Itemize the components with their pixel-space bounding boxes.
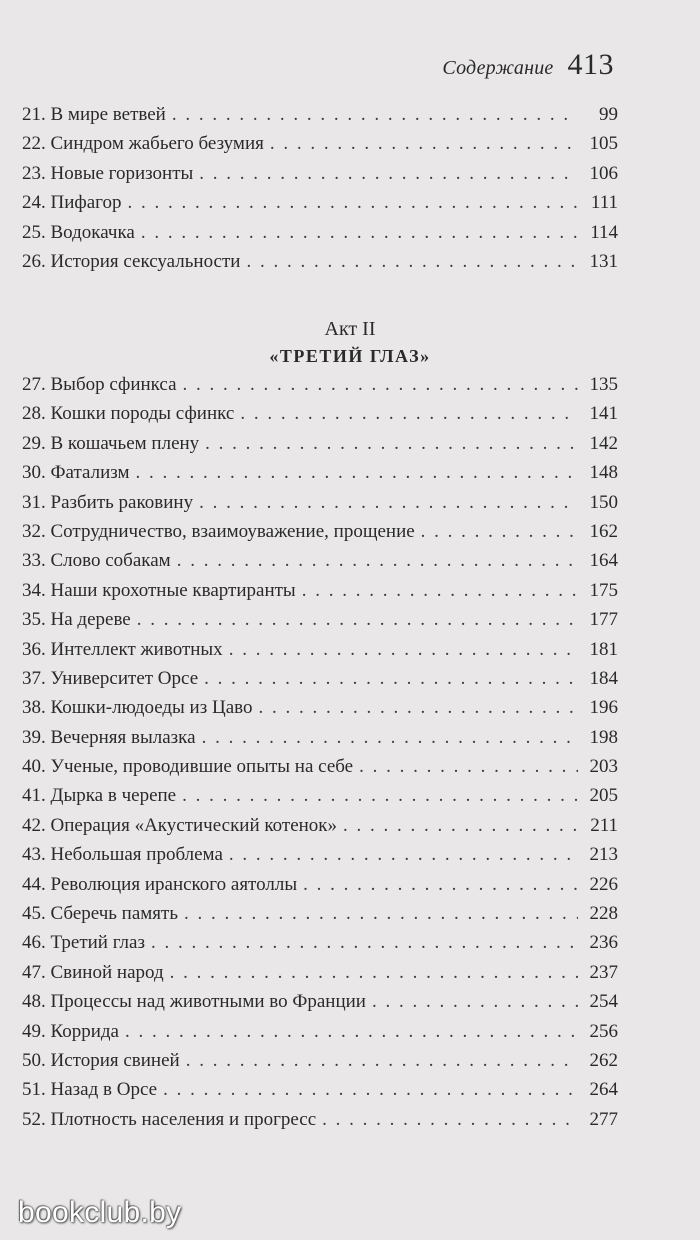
toc-entry-page: 184: [589, 667, 618, 689]
toc-entry: [22, 815, 618, 844]
toc-entry-page: 254: [589, 991, 618, 1013]
toc-entry-title: 49. Коррида: [22, 1020, 119, 1042]
toc-entry: [22, 874, 618, 903]
toc-entry-title: 46. Третий глаз: [22, 932, 145, 954]
toc-entry: [22, 163, 618, 192]
toc-entry-title: 30. Фатализм: [22, 462, 130, 484]
toc-list-part1: [22, 104, 618, 280]
dot-leader: [270, 133, 578, 155]
toc-entry-page: 162: [589, 520, 618, 542]
dot-leader: [302, 580, 578, 602]
dot-leader: [205, 433, 578, 455]
running-head: [442, 48, 614, 82]
toc-entry-title: 45. Сберечь память: [22, 903, 179, 925]
toc-entry-title: 48. Процессы над животными во Франции: [22, 991, 366, 1013]
toc-entry-page: 256: [589, 1020, 618, 1042]
toc-entry: [22, 668, 618, 697]
dot-leader: [322, 1109, 578, 1131]
dot-leader: [229, 639, 578, 661]
toc-entry: [22, 1021, 618, 1050]
toc-entry-title: 32. Сотрудничество, взаимоуважение, прощение: [22, 520, 415, 542]
toc-entry: [22, 639, 618, 668]
toc-entry-title: 38. Кошки-людоеды из Цаво: [22, 697, 253, 719]
toc-entry-page: 262: [589, 1049, 618, 1071]
toc-entry-page: 111: [590, 192, 618, 214]
dot-leader: [202, 727, 578, 749]
toc-entry-title: 31. Разбить раковину: [22, 491, 194, 513]
toc-entry-page: 226: [589, 873, 618, 895]
act-number: Акт II: [324, 318, 376, 340]
toc-entry-page: 198: [589, 726, 618, 748]
toc-entry-page: 150: [589, 491, 618, 513]
toc-entry-page: 99: [599, 104, 618, 125]
toc-entry-page: 131: [589, 250, 618, 272]
toc-entry-title: 37. Университет Орсе: [22, 667, 199, 689]
toc-entry-page: 164: [589, 550, 618, 572]
toc-entry-page: 236: [589, 932, 618, 954]
toc-entry-page: 196: [589, 697, 618, 719]
toc-entry-page: 228: [589, 903, 618, 925]
toc-entry: [22, 104, 618, 133]
toc-entry-title: 24. Пифагор: [22, 192, 122, 214]
toc-list-part2: [22, 374, 618, 1138]
dot-leader: [421, 521, 578, 543]
watermark-logo: bookclub.by: [18, 1196, 182, 1229]
toc-entry-title: 21. В мире ветвей: [22, 104, 166, 125]
dot-leader: [372, 991, 578, 1013]
toc-entry-page: 237: [589, 961, 618, 983]
toc-entry-page: 141: [589, 403, 618, 425]
toc-entry: [22, 844, 618, 873]
toc-entry-title: 43. Небольшая проблема: [22, 844, 223, 866]
toc-entry-page: 142: [589, 432, 618, 454]
dot-leader: [127, 192, 578, 214]
dot-leader: [177, 550, 578, 572]
dot-leader: [359, 756, 578, 778]
dot-leader: [184, 903, 578, 925]
toc-entry: [22, 403, 618, 432]
page-number: 413: [567, 48, 614, 81]
toc-entry-title: 33. Слово собакам: [22, 550, 171, 572]
toc-entry-page: 211: [590, 814, 618, 836]
dot-leader: [343, 815, 578, 837]
toc-entry-title: 29. В кошачьем плену: [22, 432, 200, 454]
dot-leader: [141, 222, 578, 244]
toc-entry-title: 51. Назад в Орсе: [22, 1079, 158, 1101]
dot-leader: [240, 403, 578, 425]
toc-entry: [22, 580, 618, 609]
toc-entry-page: 175: [589, 579, 618, 601]
act-title: «ТРЕТИЙ ГЛАЗ»: [269, 346, 431, 366]
running-title: Содержание: [442, 57, 554, 79]
toc-entry-title: 52. Плотность населения и прогресс: [22, 1108, 317, 1130]
toc-entry-title: 47. Свиной народ: [22, 961, 164, 983]
toc-entry-page: 181: [589, 638, 618, 660]
toc-entry: [22, 492, 618, 521]
dot-leader: [186, 1050, 578, 1072]
toc-entry-title: 39. Вечерняя вылазка: [22, 726, 196, 748]
toc-entry-page: 264: [589, 1079, 618, 1101]
dot-leader: [229, 844, 578, 866]
toc-entry: [22, 1050, 618, 1079]
dot-leader: [170, 962, 578, 984]
toc-entry: [22, 192, 618, 221]
toc-entry-page: 148: [589, 462, 618, 484]
dot-leader: [182, 785, 578, 807]
toc-entry-title: 50. История свиней: [22, 1049, 180, 1071]
toc-entry-title: 25. Водокачка: [22, 221, 135, 243]
toc-entry-page: 106: [589, 162, 618, 184]
toc-entry-page: 205: [589, 785, 618, 807]
toc-entry-title: 35. На дереве: [22, 609, 131, 631]
toc-entry: [22, 697, 618, 726]
dot-leader: [125, 1021, 578, 1043]
dot-leader: [199, 492, 578, 514]
dot-leader: [199, 163, 578, 185]
toc-entry: [22, 133, 618, 162]
toc-entry-page: 105: [589, 133, 618, 155]
toc-entry: [22, 727, 618, 756]
toc-entry-title: 22. Синдром жабьего безумия: [22, 133, 264, 155]
dot-leader: [136, 462, 579, 484]
dot-leader: [137, 609, 578, 631]
dot-leader: [163, 1079, 578, 1101]
toc-entry-page: 277: [589, 1108, 618, 1130]
dot-leader: [172, 104, 578, 126]
toc-entry: [22, 932, 618, 961]
toc-entry: [22, 1079, 618, 1108]
dot-leader: [303, 874, 578, 896]
toc-entry: [22, 609, 618, 638]
toc-entry: [22, 962, 618, 991]
toc-entry: [22, 550, 618, 579]
toc-entry: [22, 433, 618, 462]
toc-entry: [22, 462, 618, 491]
toc-entry: [22, 785, 618, 814]
toc-entry-title: 28. Кошки породы сфинкс: [22, 403, 235, 425]
toc-entry: [22, 1109, 618, 1138]
toc-entry: [22, 991, 618, 1020]
dot-leader: [258, 697, 578, 719]
toc-entry: [22, 251, 618, 280]
toc-entry-title: 27. Выбор сфинкса: [22, 374, 177, 395]
toc-entry-title: 36. Интеллект животных: [22, 638, 223, 660]
toc-entry-title: 41. Дырка в черепе: [22, 785, 177, 807]
toc-entry-page: 177: [589, 609, 618, 631]
dot-leader: [183, 374, 578, 396]
toc-entry-title: 42. Операция «Акустический котенок»: [22, 814, 338, 836]
toc-entry-title: 40. Ученые, проводившие опыты на себе: [22, 756, 354, 778]
toc-entry: [22, 222, 618, 251]
toc-entry-page: 135: [589, 374, 618, 395]
toc-entry-page: 114: [590, 221, 618, 243]
toc-entry: [22, 756, 618, 785]
dot-leader: [246, 251, 578, 273]
toc-entry: [22, 903, 618, 932]
toc-entry-title: 44. Революция иранского аятоллы: [22, 873, 298, 895]
toc-entry-page: 213: [589, 844, 618, 866]
toc-entry: [22, 374, 618, 403]
toc-entry-title: 34. Наши крохотные квартиранты: [22, 579, 296, 601]
toc-entry: [22, 521, 618, 550]
dot-leader: [151, 932, 578, 954]
toc-entry-page: 203: [589, 756, 618, 778]
toc-entry-title: 26. История сексуальности: [22, 250, 241, 272]
dot-leader: [204, 668, 578, 690]
toc-entry-title: 23. Новые горизонты: [22, 162, 194, 184]
